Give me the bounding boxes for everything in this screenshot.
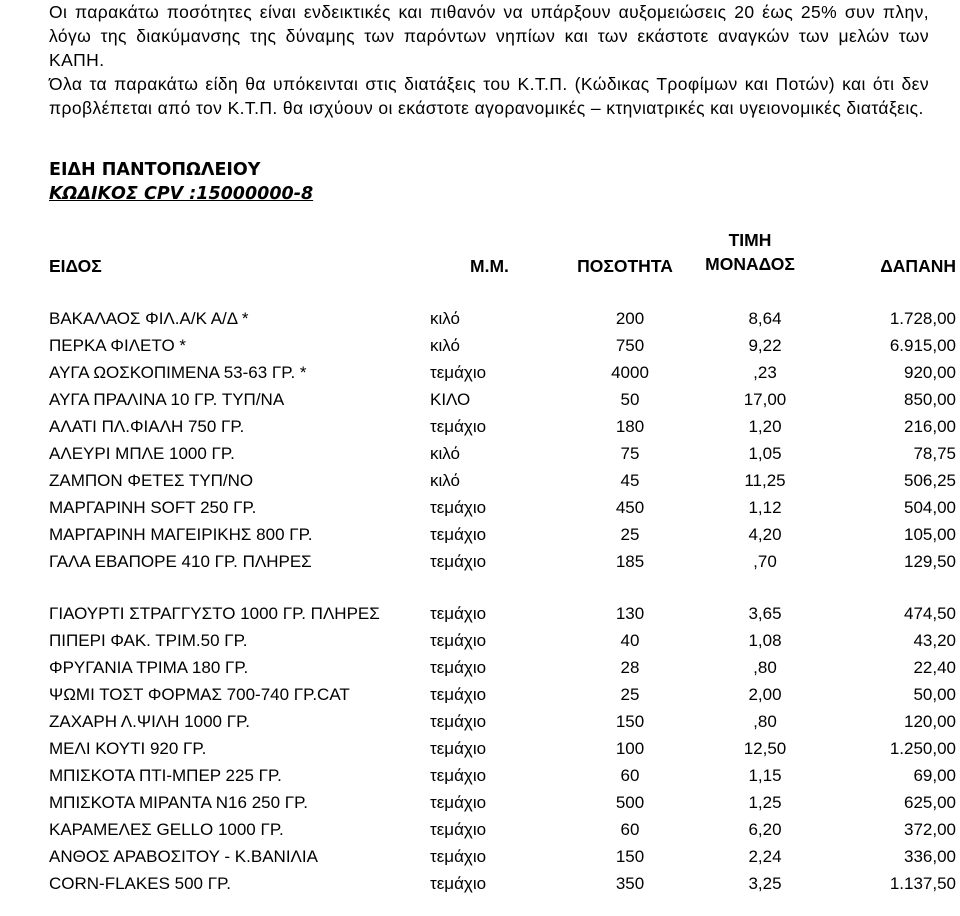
item-unit: τεμάχιο xyxy=(430,604,487,623)
item-unit-price: 3,25 xyxy=(748,874,782,893)
column-header-cost: ΔΑΠΑΝΗ xyxy=(880,256,956,276)
item-unit-price: 1,20 xyxy=(748,417,782,436)
table-row xyxy=(0,708,960,735)
item-unit: τεμάχιο xyxy=(430,417,487,436)
item-name: ΠΙΠΕΡΙ ΦΑΚ. ΤΡΙΜ.50 ΓΡ. xyxy=(49,631,248,650)
item-unit: ΚΙΛΟ xyxy=(430,390,471,409)
item-quantity: 75 xyxy=(620,444,640,463)
item-cost: 1.137,50 xyxy=(889,874,956,893)
item-unit-price: ,70 xyxy=(753,552,777,571)
item-name: ΖΑΧΑΡΗ Λ.ΨΙΛΗ 1000 ΓΡ. xyxy=(49,712,250,731)
item-name: ΜΑΡΓΑΡΙΝΗ ΜΑΓΕΙΡΙΚΗΣ 800 ΓΡ. xyxy=(49,525,313,544)
intro-paragraph-regulations: Όλα τα παρακάτω είδη θα υπόκεινται στις διατάξεις του Κ.Τ.Π. (Κώδικας Τροφίμων και Ποτών) και ότι δεν προβλέπεται από τον Κ.Τ.Π. θα ισχύουν οι εκάστοτε αγορανομικές – κτηνιατρικές και υγειονομικές διατάξεις. xyxy=(49,74,929,118)
column-header-unit-price-line2: ΜΟΝΑΔΟΣ xyxy=(705,254,795,274)
item-quantity: 28 xyxy=(620,658,640,677)
item-name: ΠΕΡΚΑ ΦΙΛΕΤΟ * xyxy=(49,336,187,355)
item-unit: τεμάχιο xyxy=(430,685,487,704)
column-header-quantity: ΠΟΣΟΤΗΤΑ xyxy=(577,256,673,276)
item-cost: 120,00 xyxy=(904,712,956,731)
item-cost: 1.250,00 xyxy=(889,739,956,758)
item-unit-price: 6,20 xyxy=(748,820,782,839)
item-quantity: 150 xyxy=(615,712,645,731)
item-quantity: 25 xyxy=(620,685,640,704)
item-name: ΖΑΜΠΟΝ ΦΕΤΕΣ ΤΥΠ/ΝΟ xyxy=(49,471,254,490)
table-row xyxy=(0,305,960,332)
item-name: ΜΑΡΓΑΡΙΝΗ SOFT 250 ΓΡ. xyxy=(49,498,257,517)
item-cost: 22,40 xyxy=(913,658,956,677)
item-quantity: 40 xyxy=(620,631,640,650)
item-quantity: 45 xyxy=(620,471,640,490)
item-cost: 372,00 xyxy=(904,820,956,839)
item-quantity: 185 xyxy=(615,552,645,571)
item-cost: 50,00 xyxy=(913,685,956,704)
item-cost: 625,00 xyxy=(904,793,956,812)
item-unit-price: ,80 xyxy=(753,658,777,677)
item-unit: τεμάχιο xyxy=(430,525,487,544)
item-quantity: 150 xyxy=(615,847,645,866)
item-unit-price: 11,25 xyxy=(744,471,786,490)
table-row xyxy=(0,548,960,575)
item-unit: τεμάχιο xyxy=(430,847,487,866)
table-row xyxy=(0,494,960,521)
item-cost: 105,00 xyxy=(904,525,956,544)
item-unit: κιλό xyxy=(430,336,460,355)
table-row xyxy=(0,816,960,843)
table-row xyxy=(0,681,960,708)
column-header-unit: Μ.Μ. xyxy=(470,256,509,276)
item-unit: τεμάχιο xyxy=(430,631,487,650)
item-name: ΜΠΙΣΚΟΤΑ ΜΙΡΑΝΤΑ Ν16 250 ΓΡ. xyxy=(49,793,309,812)
item-cost: 504,00 xyxy=(904,498,956,517)
table-row xyxy=(0,467,960,494)
item-unit: τεμάχιο xyxy=(430,820,487,839)
item-name: ΦΡΥΓΑΝΙΑ ΤΡΙΜΑ 180 ΓΡ. xyxy=(49,658,249,677)
item-name: ΑΛΑΤΙ ΠΛ.ΦΙΑΛΗ 750 ΓΡ. xyxy=(49,417,245,436)
item-unit-price: 2,24 xyxy=(748,847,782,866)
item-cost: 69,00 xyxy=(913,766,956,785)
intro-text xyxy=(49,0,929,120)
table-row xyxy=(0,600,960,627)
item-cost: 850,00 xyxy=(904,390,956,409)
item-unit: τεμάχιο xyxy=(430,793,487,812)
table-row xyxy=(0,870,960,897)
item-cost: 43,20 xyxy=(913,631,956,650)
table-row xyxy=(0,359,960,386)
item-name: ΜΕΛΙ ΚΟΥΤΙ 920 ΓΡ. xyxy=(49,739,207,758)
table-row xyxy=(0,521,960,548)
item-unit-price: 12,50 xyxy=(743,739,787,758)
item-name: ΓΙΑΟΥΡΤΙ ΣΤΡΑΓΓΥΣΤΟ 1000 ΓΡ. ΠΛΗΡΕΣ xyxy=(49,604,380,623)
item-quantity: 350 xyxy=(615,874,645,893)
item-unit-price: 1,15 xyxy=(748,766,782,785)
table-row xyxy=(0,843,960,870)
item-quantity: 50 xyxy=(620,390,640,409)
item-unit: τεμάχιο xyxy=(430,874,487,893)
item-unit: κιλό xyxy=(430,471,460,490)
section-title: ΕΙΔΗ ΠΑΝΤΟΠΩΛΕΙΟΥ xyxy=(49,160,261,180)
table-row xyxy=(0,654,960,681)
item-name: ΓΑΛΑ ΕΒΑΠΟΡΕ 410 ΓΡ. ΠΛΗΡΕΣ xyxy=(49,552,312,571)
column-header-unit-price-line1: ΤΙΜΗ xyxy=(728,230,772,250)
item-unit-price: 4,20 xyxy=(748,525,782,544)
section-heading xyxy=(49,158,313,206)
table-row xyxy=(0,440,960,467)
item-unit: κιλό xyxy=(430,309,460,328)
table-row xyxy=(0,413,960,440)
table-row xyxy=(0,386,960,413)
table-row xyxy=(0,735,960,762)
column-header-unit-price xyxy=(700,228,800,276)
item-cost: 129,50 xyxy=(904,552,956,571)
item-name: ΑΥΓΑ ΩΟΣΚΟΠΙΜΕΝΑ 53-63 ΓΡ. * xyxy=(49,363,307,382)
item-unit: τεμάχιο xyxy=(430,712,487,731)
item-unit: τεμάχιο xyxy=(430,739,487,758)
item-unit-price: 1,05 xyxy=(748,444,782,463)
item-cost: 336,00 xyxy=(904,847,956,866)
item-cost: 78,75 xyxy=(913,444,956,463)
item-unit: τεμάχιο xyxy=(430,552,487,571)
item-cost: 1.728,00 xyxy=(889,309,956,328)
item-quantity: 200 xyxy=(615,309,645,328)
item-quantity: 60 xyxy=(620,820,640,839)
item-unit: τεμάχιο xyxy=(430,766,487,785)
cpv-code: ΚΩΔΙΚΟΣ CPV :15000000-8 xyxy=(49,184,314,204)
item-name: ΨΩΜΙ ΤΟΣΤ ΦΟΡΜΑΣ 700-740 ΓΡ.CAT xyxy=(49,685,350,704)
item-name: ΜΠΙΣΚΟΤΑ ΠΤΙ-ΜΠΕΡ 225 ΓΡ. xyxy=(49,766,282,785)
item-unit-price: 1,08 xyxy=(748,631,782,650)
item-name: CORN-FLAKES 500 ΓΡ. xyxy=(49,874,231,893)
item-unit-price: ,23 xyxy=(753,363,777,382)
item-cost: 474,50 xyxy=(904,604,956,623)
item-name: ΒΑΚΑΛΑΟΣ ΦΙΛ.Α/Κ Α/Δ * xyxy=(49,309,249,328)
item-cost: 216,00 xyxy=(904,417,956,436)
item-quantity: 60 xyxy=(620,766,640,785)
item-unit: κιλό xyxy=(430,444,460,463)
table-row xyxy=(0,332,960,359)
item-unit: τεμάχιο xyxy=(430,658,487,677)
table-row xyxy=(0,789,960,816)
item-name: ΑΝΘΟΣ ΑΡΑΒΟΣΙΤΟΥ - Κ.ΒΑΝΙΛΙΑ xyxy=(49,847,318,866)
item-unit-price: 17,00 xyxy=(743,390,787,409)
item-quantity: 450 xyxy=(615,498,645,517)
item-quantity: 750 xyxy=(615,336,645,355)
table-row xyxy=(0,627,960,654)
item-name: ΚΑΡΑΜΕΛΕΣ GELLO 1000 ΓΡ. xyxy=(49,820,284,839)
item-quantity: 4000 xyxy=(611,363,649,382)
item-unit: τεμάχιο xyxy=(430,498,487,517)
item-cost: 6.915,00 xyxy=(889,336,956,355)
item-quantity: 25 xyxy=(620,525,640,544)
item-unit-price: 8,64 xyxy=(748,309,782,328)
item-unit: τεμάχιο xyxy=(430,363,487,382)
intro-paragraph-quantities: Οι παρακάτω ποσότητες είναι ενδεικτικές και πιθανόν να υπάρξουν αυξομειώσεις 20 έως 25% συν πλην, λόγω της διακύμανσης της δύναμης των παρόντων νηπίων και των εκάστοτε αναγκών των μελών των ΚΑΠΗ. xyxy=(49,2,929,70)
item-unit-price: 1,25 xyxy=(748,793,782,812)
item-unit-price: 1,12 xyxy=(748,498,782,517)
item-unit-price: 2,00 xyxy=(748,685,782,704)
item-cost: 506,25 xyxy=(904,471,956,490)
item-quantity: 180 xyxy=(615,417,645,436)
item-unit-price: 9,22 xyxy=(748,336,782,355)
item-cost: 920,00 xyxy=(904,363,956,382)
item-quantity: 500 xyxy=(615,793,645,812)
item-name: ΑΛΕΥΡΙ ΜΠΛΕ 1000 ΓΡ. xyxy=(49,444,235,463)
item-unit-price: ,80 xyxy=(753,712,777,731)
item-unit-price: 3,65 xyxy=(748,604,782,623)
table-row xyxy=(0,762,960,789)
item-quantity: 100 xyxy=(615,739,645,758)
column-header-item: ΕΙΔΟΣ xyxy=(49,256,102,276)
item-name: ΑΥΓΑ ΠΡΑΛΙΝΑ 10 ΓΡ. ΤΥΠ/ΝΑ xyxy=(49,390,285,409)
item-quantity: 130 xyxy=(615,604,645,623)
